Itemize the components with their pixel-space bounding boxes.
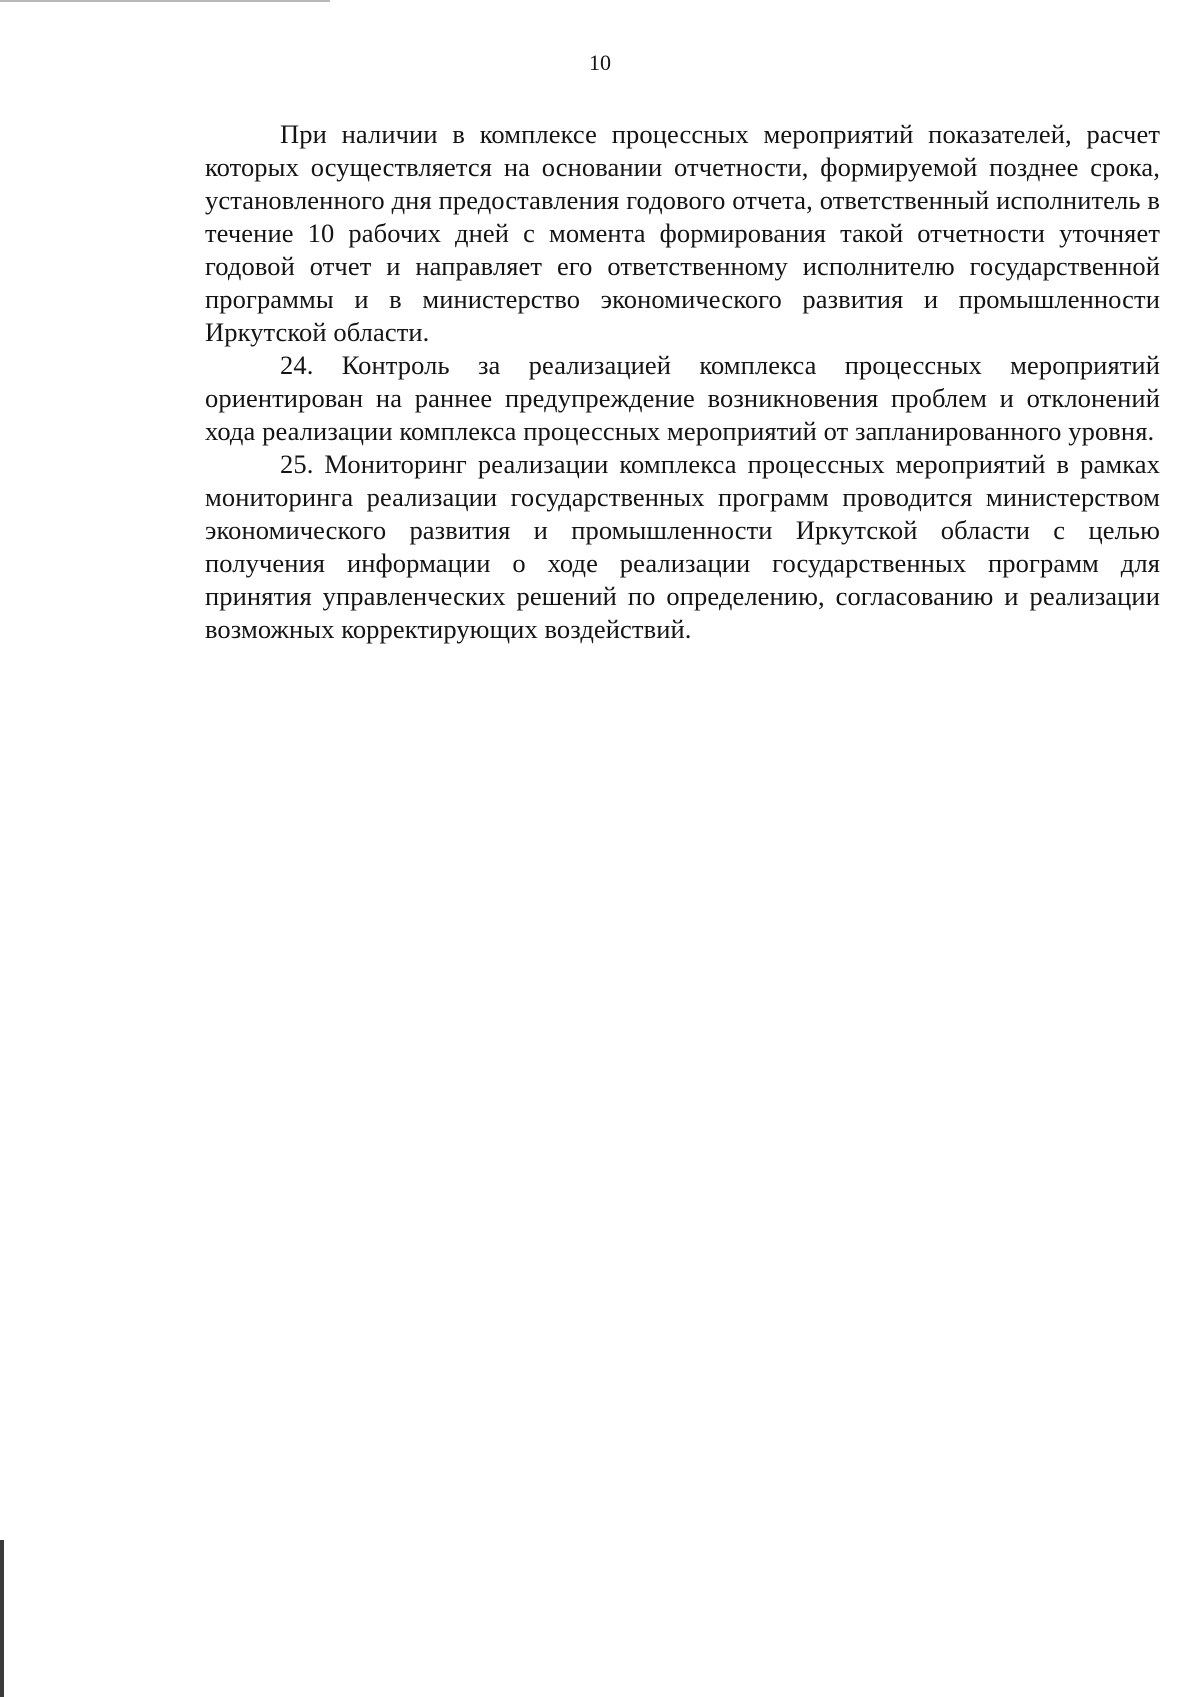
- paragraph-24-control: 24. Контроль за реализацией комплекса процессных мероприятий ориентирован на раннее предупреждение возникновения проблем и отклонений хода реализации комплекса процессных мероприятий от запланированного уровня.: [205, 350, 1160, 446]
- paragraph-25-monitoring: 25. Мониторинг реализации комплекса процессных мероприятий в рамках мониторинга реализации государственных программ проводится министерством экономического развития и промышленности Иркутской области с целью получения информации о ходе реализации государственных программ для принятия управленческих решений по определению, согласованию и реализации возможных корректирующих воздействий.: [205, 449, 1160, 644]
- page-number: 10: [589, 50, 611, 75]
- document-body: [205, 118, 1160, 646]
- scan-artifact-top-line: [0, 0, 330, 2]
- scan-artifact-left-edge: [0, 1540, 4, 1697]
- paragraph-annual-report-clarification: При наличии в комплексе процессных мероприятий показателей, расчет которых осуществляется на основании отчетности, формируемой позднее срока, установленного дня предоставления годового отчета, ответственный исполнитель в течение 10 рабочих дней с момента формирования такой отчетности уточняет годовой отчет и направляет его ответственному исполнителю государственной программы и в министерство экономического развития и промышленности Иркутской области.: [205, 119, 1160, 347]
